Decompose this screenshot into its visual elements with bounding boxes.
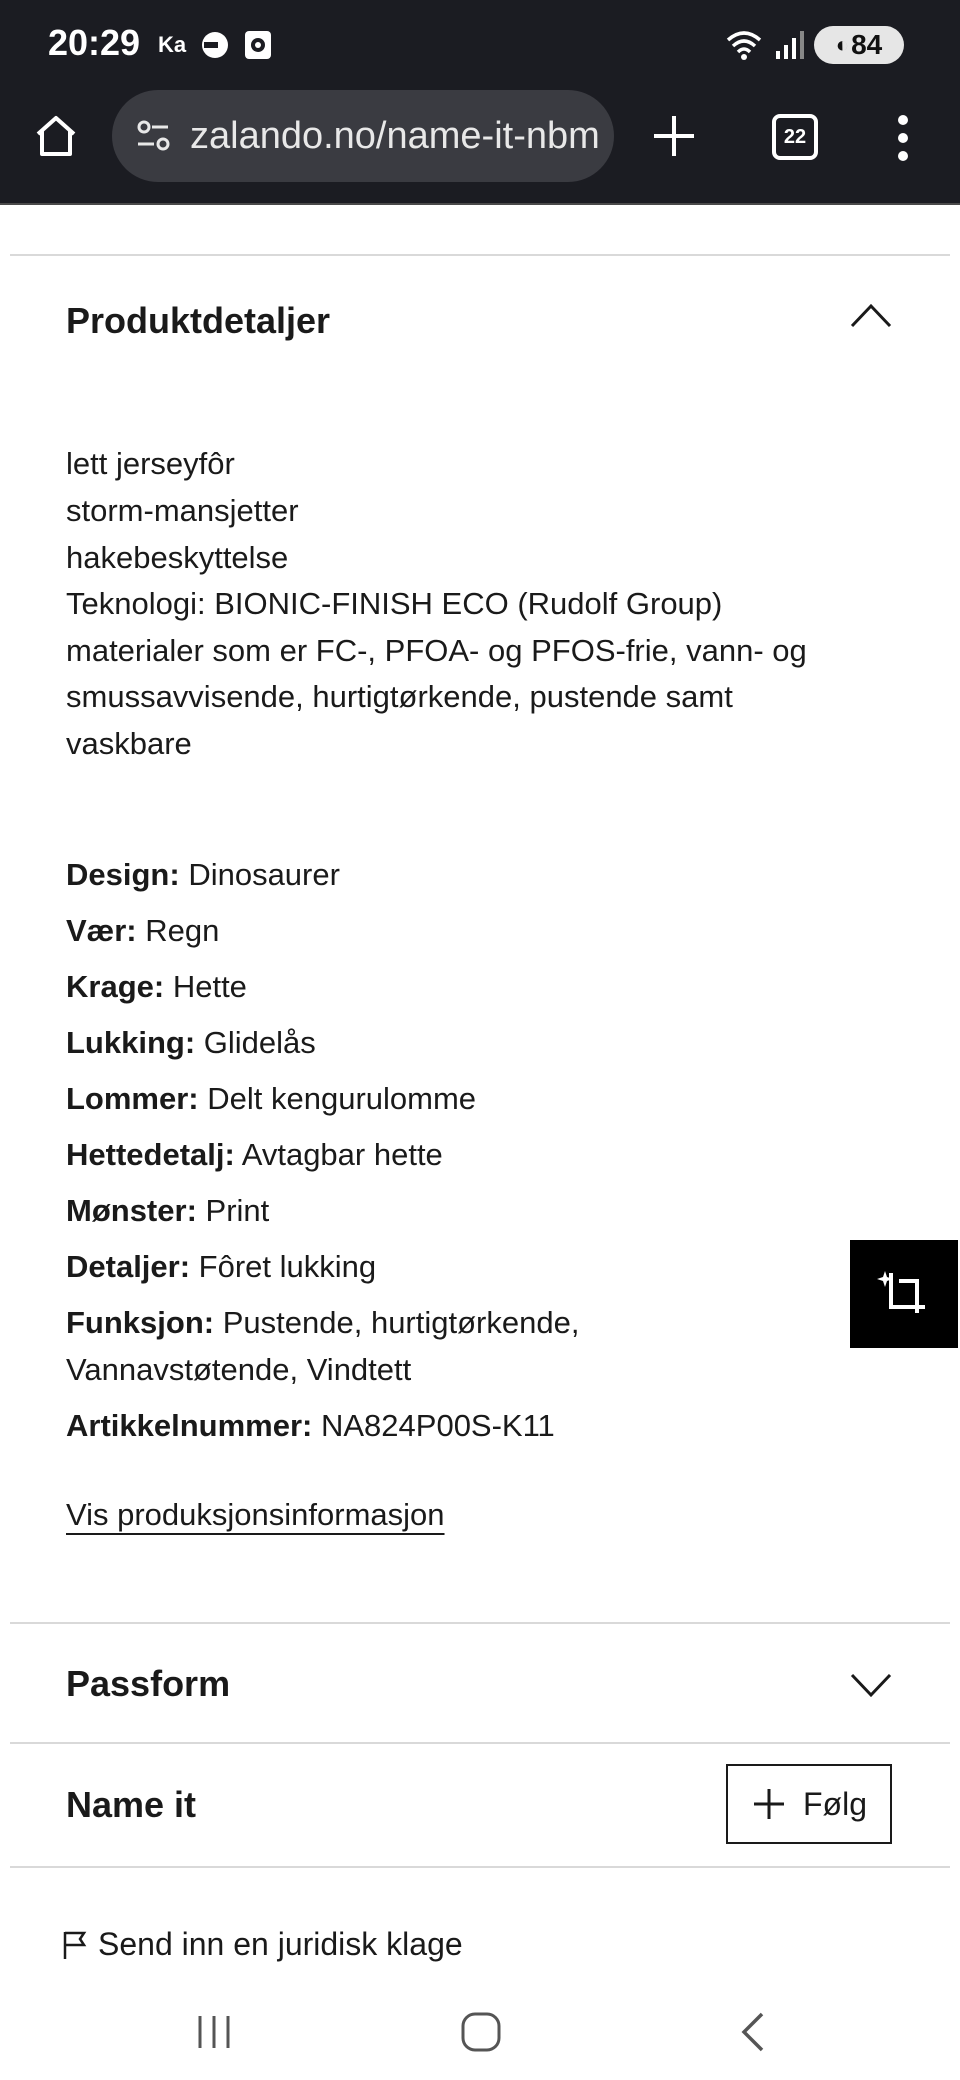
more-menu-icon[interactable]: [888, 108, 918, 168]
description-line: Teknologi: BIONIC-FINISH ECO (Rudolf Group): [66, 586, 723, 621]
chevron-up-icon[interactable]: [848, 300, 894, 330]
new-tab-icon[interactable]: [648, 110, 700, 162]
follow-button[interactable]: [726, 1764, 892, 1844]
battery-level: 84: [851, 29, 883, 60]
system-nav-bar: [0, 1990, 960, 2080]
browser-toolbar: [0, 90, 960, 205]
attribute-value: Pustende, hurtigtørkende,: [222, 1305, 580, 1340]
status-right: [724, 26, 904, 64]
brand-name[interactable]: Name it: [66, 1784, 197, 1825]
flag-icon: [60, 1929, 88, 1961]
status-left-icons: [158, 30, 272, 60]
attribute-label: Detaljer:: [66, 1249, 191, 1284]
attribute-row: [66, 1352, 411, 1388]
attribute-value: NA824P00S-K11: [320, 1408, 555, 1443]
home-icon[interactable]: [32, 112, 80, 160]
chevron-down-icon[interactable]: [848, 1669, 894, 1699]
attribute-row: [66, 1193, 269, 1229]
description-line: vaskbare: [66, 726, 192, 761]
attribute-label: Mønster:: [66, 1193, 197, 1228]
attribute-label: Lukking:: [66, 1025, 196, 1060]
legal-complaint-link[interactable]: [60, 1926, 463, 1963]
divider: [10, 1866, 950, 1868]
attribute-row: [66, 1137, 443, 1173]
plus-icon: [751, 1786, 787, 1822]
legal-complaint-label: Send inn en juridisk klage: [98, 1926, 463, 1962]
status-bar: [0, 0, 960, 90]
attribute-label: Design:: [66, 857, 180, 892]
tab-switcher-button[interactable]: 22: [772, 114, 818, 160]
attribute-label: Funksjon:: [66, 1305, 215, 1340]
attribute-label: Lommer:: [66, 1081, 199, 1116]
attribute-label: Vær:: [66, 913, 137, 948]
attribute-row: [66, 1081, 476, 1117]
circle-app-icon: [200, 30, 230, 60]
home-nav-icon[interactable]: [459, 2010, 503, 2054]
address-bar[interactable]: [112, 90, 614, 182]
attribute-row: [66, 857, 340, 893]
attribute-label: Hettedetalj:: [66, 1137, 235, 1172]
attribute-value: Hette: [172, 969, 247, 1004]
attribute-value: Avtagbar hette: [241, 1137, 443, 1172]
attribute-row: [66, 1305, 579, 1341]
attribute-row: [66, 1025, 316, 1061]
description-line: storm-mansjetter: [66, 493, 299, 528]
description-line: lett jerseyfôr: [66, 446, 235, 481]
description-line: smussavvisende, hurtigtørkende, pustende samt: [66, 679, 733, 714]
wifi-icon: [724, 28, 764, 62]
attribute-row: [66, 1249, 376, 1285]
battery-saver-icon: ◐: [835, 32, 850, 57]
signal-icon: [774, 29, 804, 61]
attribute-label: Krage:: [66, 969, 165, 1004]
url-text[interactable]: zalando.no/name-it-nbm: [190, 114, 600, 157]
description-line: materialer som er FC-, PFOA- og PFOS-frie, vann- og: [66, 633, 807, 668]
attribute-row: [66, 969, 247, 1005]
product-details-title[interactable]: Produktdetaljer: [66, 300, 331, 341]
attribute-row: [66, 913, 219, 949]
attribute-value: Delt kengurulomme: [207, 1081, 477, 1116]
attribute-value: Dinosaurer: [188, 857, 340, 892]
attribute-row: [66, 1408, 555, 1444]
attribute-label: Artikkelnummer:: [66, 1408, 313, 1443]
attribute-value: Fôret lukking: [198, 1249, 377, 1284]
ka-notification-icon: Ka: [158, 32, 187, 57]
divider: [10, 254, 950, 256]
back-nav-icon[interactable]: [736, 2010, 768, 2054]
attribute-value: Regn: [145, 913, 220, 948]
recent-apps-icon[interactable]: [194, 2012, 234, 2052]
crop-sparkle-icon: [877, 1267, 931, 1321]
visual-search-button[interactable]: [850, 1240, 958, 1348]
description-line: hakebeskyttelse: [66, 540, 289, 575]
battery-indicator: [814, 26, 904, 64]
clock-app-icon: [244, 30, 272, 60]
attribute-value: Glidelås: [203, 1025, 316, 1060]
production-info-link[interactable]: Vis produksjonsinformasjon: [66, 1497, 445, 1532]
attribute-value: Print: [205, 1193, 270, 1228]
divider: [10, 1742, 950, 1744]
site-settings-icon[interactable]: [132, 114, 176, 158]
follow-label: Følg: [803, 1785, 867, 1822]
fit-section-title[interactable]: Passform: [66, 1663, 231, 1704]
status-time: 20:29: [48, 22, 141, 63]
attribute-value: Vannavstøtende, Vindtett: [66, 1352, 412, 1387]
divider: [10, 1622, 950, 1624]
